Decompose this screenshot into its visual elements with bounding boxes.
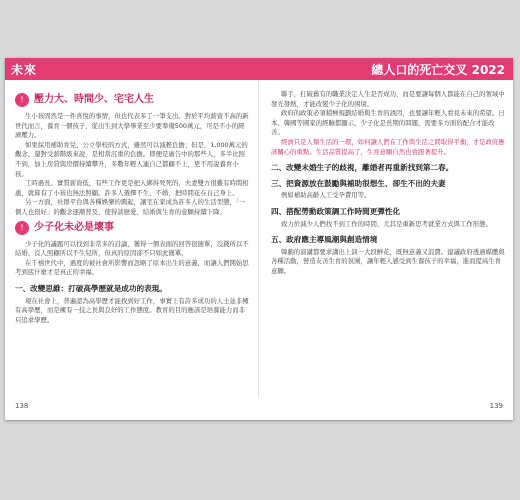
paragraph: 在千禧世代中，過度的被社會所影響而忽略了原本出生的意義，而讓人們開始思考到底什麼才是真正的幸福。 (15, 258, 249, 277)
paragraph: 工時過長、實質薪資低，有些工作更是把人綁得死死的，夫妻雙方很難有時間相處，就算有了小孩也無法照顧。許多人選擇不生、不婚，把時間花在自己身上。 (15, 179, 249, 197)
highlighted-paragraph: 經濟只是人類生活的一環，如何讓人們在工作與生活之間取得平衡，才是政府應該關心的重點。生活品質提高了，生育意願自然也會跟著提升。 (271, 137, 505, 156)
section-title-low-birthrate (15, 221, 249, 235)
book-title: 總人口的死亡交叉 2022 (371, 63, 505, 77)
book-spread (5, 58, 513, 420)
subheading: 三、把資源放在鼓勵與補助很想生、卻生不出的夫妻 (271, 178, 446, 188)
subheading: 四、搭配勞動政策調工作時間更彈性化 (271, 206, 401, 216)
right-page (271, 90, 505, 277)
paragraph: 例如補助高齡人工受孕費用等。 (281, 191, 371, 200)
paragraph: 如果採用補助育兒、公立學校的方式，雖然可以減輕負擔；但是，1,000萬元的觀念，還對受薪階級來說，是相當沉重的負擔。即便是廣告中的那些人，多半比照不到，加上房貸與房價持續攀升，多數年輕人連自己都顧不上，更不用說養育小孩。 (15, 140, 248, 178)
paragraph: 現在社會上，普遍認為高學歷才能找到好工作，事實上有許多成功的人士並非擁有高學歷，而是擁有一技之長與良好的工作態度。教育的目的應該是培養能力而非只追求學歷。 (15, 296, 249, 324)
paragraph: 生小孩固然是一件喜悅的事情，但也代表多了一筆支出。對於平均薪資不高的新世代而言，養育一個孩子，從出生到大學畢業至少要準備500萬元，可是不小的經濟壓力。 (15, 112, 249, 140)
paragraph: 另一方面，社群平台與各種娛樂的興起，讓宅在家成為許多人的生活型態，「一個人也很好」的觀念逐漸普及，使得談戀愛、結婚與生育的意願持續下降。 (15, 198, 246, 216)
left-page (15, 90, 249, 325)
subheading: 一、改變思維：打破高學歷就是成功的表現。 (15, 283, 167, 293)
alert-icon: ! (15, 93, 29, 107)
subheading: 二、改變未婚生子的歧視，離婚者再重新找到第二春。 (271, 163, 454, 173)
page-header (5, 58, 513, 80)
section-title-pressure (15, 93, 249, 107)
section-heading: 少子化未必是壞事 (34, 221, 114, 233)
paragraph: 聯手，打破舊有的職業決定人生是否成功，而是要讓每個人都能在自己的領域中發光發熱，才能改變少子化的困境。 (271, 90, 505, 108)
section-heading: 壓力大、時間少、宅宅人生 (34, 94, 154, 106)
page-number-left: 138 (15, 402, 29, 410)
paragraph: 政府的政策必須積極規劃結婚與生育的誘因，也要讓年輕人看見未來的希望。日本、韓國等國家的經驗都顯示，少子化是長期的問題，需要多方面的配合才能改善。 (271, 109, 505, 137)
paragraph: 致力於減少人們找不到工作的時間，尤其是重新思考就業方式與工作形態。 (281, 219, 492, 228)
alert-icon: ! (15, 221, 29, 235)
paragraph: 韓劇的演講都要求講出上演一大段鮮花，既無意義又浪費。建議政府透過媒體與各種活動，營造友善生育的氛圍，讓年輕人感受到生養孩子的幸福，進而提高生育意願。 (271, 247, 505, 275)
chapter-label: 未來 (11, 63, 38, 77)
page-number-right: 139 (489, 402, 503, 410)
subheading: 五、政府應主導風潮與創造情境 (271, 235, 378, 245)
page-gutter (258, 80, 259, 398)
paragraph: 少子化的議題可以找到非常多的討論，獲得一個表面的回答很簡單，沒錢所以不結婚、沒人照顧所以不生兒所，但真的原因卻不只如此簡單。 (15, 239, 249, 258)
